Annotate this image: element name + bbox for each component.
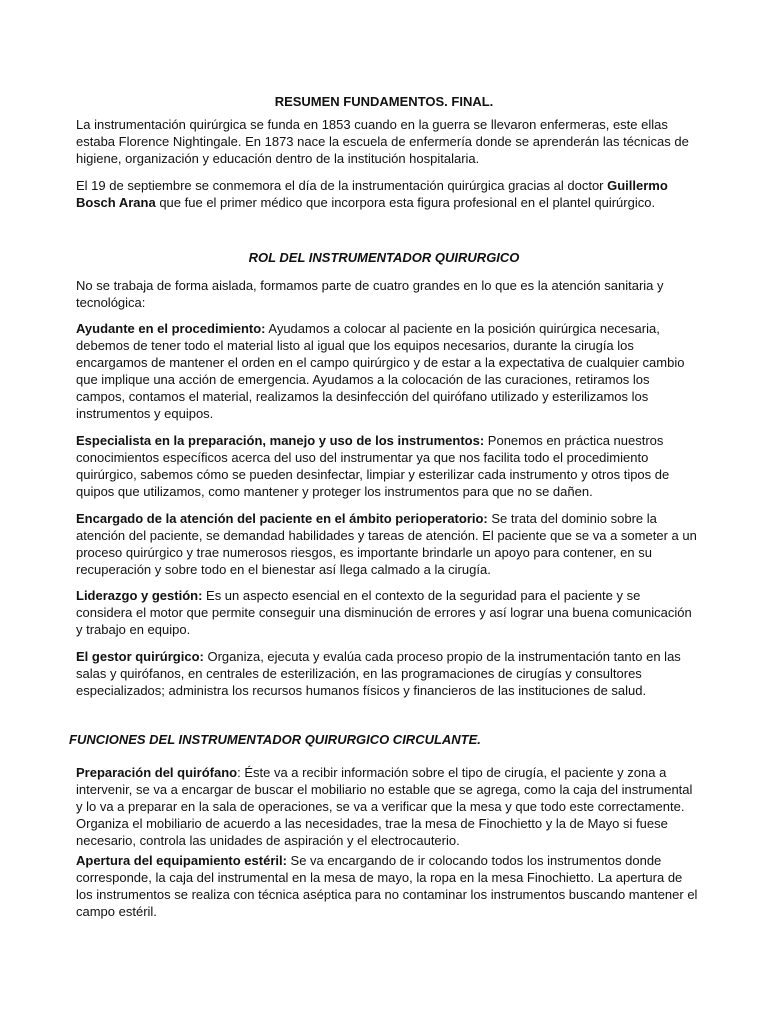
role-item-gestor bbox=[76, 648, 700, 699]
role-intro-paragraph bbox=[76, 277, 700, 311]
intro-text: La instrumentación quirúrgica se funda en 1853 cuando en la guerra se llevaron enfermeras, este ellas estaba Florence Nightingale. En 1873 nace la escuela de enfermería donde se aprenderán las técnicas de higiene, organización y educación dentro de la institución hospitalaria. bbox=[76, 117, 689, 167]
role-item-liderazgo bbox=[76, 587, 700, 638]
role-item-especialista bbox=[76, 432, 700, 500]
function-item-preparacion bbox=[76, 764, 700, 849]
role-item-lead: Especialista en la preparación, manejo y uso de los instrumentos: bbox=[76, 433, 485, 448]
section-functions-heading: FUNCIONES DEL INSTRUMENTADOR QUIRURGICO CIRCULANTE. bbox=[69, 732, 481, 747]
role-item-text: Organiza, ejecuta y evalúa cada proceso propio de la instrumentación tanto en las salas y quirófanos, en centrales de esterilización, en las programaciones de cirugías y consultores especializados; administra los recursos humanos físicos y financieros de las instituciones de salud. bbox=[76, 649, 681, 699]
document-title: RESUMEN FUNDAMENTOS. FINAL. bbox=[274, 94, 494, 109]
commemoration-text-before: El 19 de septiembre se conmemora el día de la instrumentación quirúrgica gracias al doctor bbox=[76, 178, 608, 193]
section-role-heading: ROL DEL INSTRUMENTADOR QUIRURGICO bbox=[248, 250, 520, 265]
intro-paragraph bbox=[76, 116, 700, 167]
function-item-lead: Apertura del equipamiento estéril: bbox=[76, 853, 287, 868]
role-intro-text: No se trabaja de forma aislada, formamos parte de cuatro grandes en lo que es la atención sanitaria y tecnológica: bbox=[76, 278, 664, 311]
role-item-text: Ponemos en práctica nuestros conocimientos específicos acerca del uso del instrumentar ya que nos facilita todo el procedimiento quirúrgico, sabemos cómo se pueden desinfectar, limpiar y esterilizar cada instrumento y otros tipos de quipos que utilizamos, como mantener y proteger los instrumentos para que no se dañen. bbox=[76, 433, 670, 500]
commemoration-paragraph bbox=[76, 177, 700, 211]
function-item-lead: Preparación del quirófano bbox=[76, 765, 238, 780]
role-item-lead: El gestor quirúrgico: bbox=[76, 649, 204, 664]
role-item-encargado bbox=[76, 510, 700, 578]
role-item-ayudante bbox=[76, 320, 700, 423]
role-item-text: Se trata del dominio sobre la atención del paciente, se demandad habilidades y tareas de atención. El paciente que se va a someter a un proceso quirúrgico y trae numerosos riesgos, es importante brindarle un apoyo para contener, en su recuperación y sobre todo en el bienestar así llega calmado a la cirugía. bbox=[76, 511, 697, 578]
commemoration-text-after: que fue el primer médico que incorpora esta figura profesional en el plantel quirúrgico. bbox=[155, 195, 656, 211]
role-item-text: Es un aspecto esencial en el contexto de la seguridad para el paciente y se considera el motor que permite conseguir una disminución de errores y así lograr una buena comunicación y trabajo en equipo. bbox=[76, 588, 692, 638]
role-item-lead: Encargado de la atención del paciente en el ámbito perioperatorio: bbox=[76, 511, 488, 526]
function-item-apertura bbox=[76, 852, 700, 920]
role-item-text: Ayudamos a colocar al paciente en la posición quirúrgica necesaria, debemos de tener todo el material listo al igual que los equipos necesarios, durante la cirugía los encargamos de mantener el orden en el campo quirúrgico y de estar a la expectativa de cualquier cambio que implique una acción de emergencia. Ayudamos a la colocación de las curaciones, retiramos los campos, contamos el material, realizamos la desinfección del quirófano utilizado y esterilizamos los instrumentos y equipos. bbox=[76, 321, 685, 422]
doctor-name: Guillermo Bosch Arana bbox=[76, 178, 668, 211]
role-item-lead: Liderazgo y gestión: bbox=[76, 588, 203, 603]
function-item-text: Se va encargando de ir colocando todos los instrumentos donde corresponde, la caja del instrumental en la mesa de mayo, la ropa en la mesa Finochietto. La apertura de los instrumentos se realiza con técnica aséptica para no contaminar los instrumentos buscando mantener el campo estéril. bbox=[76, 853, 698, 920]
function-item-text: : Éste va a recibir información sobre el tipo de cirugía, el paciente y zona a intervenir, se va a encargar de buscar el mobiliario no estable que se agrega, como la caja del instrumental y lo va a preparar en la sala de operaciones, se va a verificar que la mesa y que todo este correctamente. Organiza el mobiliario de acuerdo a las necesidades, trae la mesa de Finochietto y la de Mayo si fuese necesario, controla las unidades de aspiración y el electrocauterio. bbox=[76, 765, 693, 849]
role-item-lead: Ayudante en el procedimiento: bbox=[76, 321, 266, 336]
